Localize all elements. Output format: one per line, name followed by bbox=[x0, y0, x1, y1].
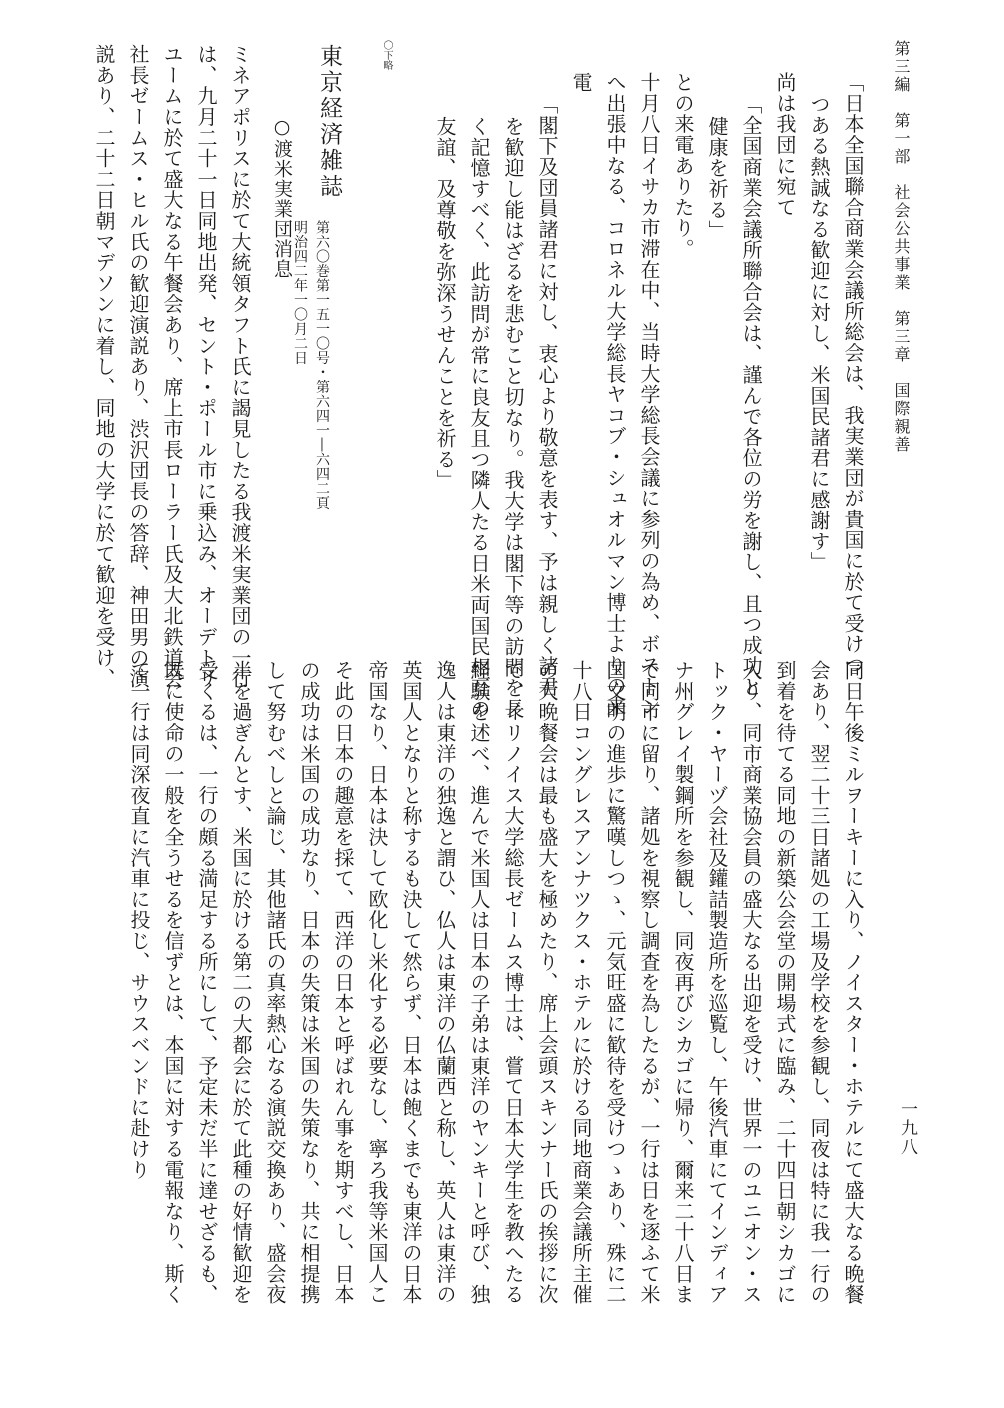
text-column: へ出張中なる、コロネル大学総長ヤコブ・シュオルマン博士よりの来 bbox=[603, 72, 627, 717]
text-column: 「日本全国聯合商業会議所総会は、我実業団が貴国に於て受けつ bbox=[841, 72, 865, 676]
text-column: て一行は同深夜直に汽車に投じ、サウスベンドに赴けり bbox=[127, 660, 151, 1180]
text-column: して努むべしと論じ、其他諸氏の真率熱心なる演説交換あり、盛会夜 bbox=[263, 660, 287, 1305]
text-column: を歓迎し能はざるを悲むこと切なり。我大学は閣下等の訪問を長 bbox=[501, 116, 525, 720]
text-column: 会あり、翌二十三日諸処の工場及学校を参観し、同夜は特に我一行の bbox=[807, 660, 831, 1305]
text-column: く記憶すべく、此訪問が常に良友且つ隣人たる日米両国民相互の bbox=[467, 116, 491, 720]
subheading: ○渡米実業団消息 bbox=[271, 116, 293, 279]
text-column: 帝国なり、日本は決して欧化し米化する必要なし、寧ろ我等米国人こ bbox=[365, 660, 389, 1305]
text-column: 十八日コングレスアンナツクス・ホテルに於ける同地商業会議所主催 bbox=[569, 660, 593, 1305]
text-column: 尚は我団に宛て bbox=[773, 72, 797, 218]
text-column: ナ州グレイ製鋼所を参観し、同夜再びシカゴに帰り、爾来二十八日ま bbox=[671, 660, 695, 1305]
text-column: そ此の日本の趣意を採て、西洋の日本と呼ばれん事を期すべし、日本 bbox=[331, 660, 355, 1305]
running-header: 第三編 第一部 社会公共事業 第三章 国際親善 bbox=[892, 40, 911, 454]
omission-note: 〇下略 bbox=[381, 40, 392, 70]
text-column: で、イリノイス大学総長ゼームス博士は、嘗て日本大学生を教へたる bbox=[501, 660, 525, 1305]
text-column: の成功は米国の成功なり、日本の失策は米国の失策なり、共に相提携 bbox=[297, 660, 321, 1305]
text-column: ミネアポリスに於て大統領タフト氏に謁見したる我渡米実業団の一行 bbox=[228, 44, 252, 689]
citation-date: 明治四二年一〇月二日 bbox=[292, 220, 308, 365]
text-column: 到着を待てる同地の新築公会堂の開場式に臨み、二十四日朝シカゴに bbox=[773, 660, 797, 1305]
text-column: 「全国商業会議所聯合会は、謹んで各位の労を謝し、且つ成功と bbox=[739, 94, 763, 698]
text-column: 友誼、及尊敬を弥深うせんことを祈る」 bbox=[433, 116, 457, 491]
text-column: 国文明の進歩に驚嘆しつゝ、元気旺盛に歓待を受けつゝあり、殊に二 bbox=[603, 660, 627, 1305]
text-column: 「閣下及団員諸君に対し、衷心より敬意を表す、予は親しく諸君 bbox=[535, 94, 559, 698]
text-column: 十月八日イサカ市滞在中、当時大学総長会議に参列の為め、ボストン bbox=[637, 72, 661, 717]
text-column: との来電ありたり。 bbox=[671, 72, 695, 260]
text-column: 受くるは、一行の頗る満足する所にして、予定未だ半に達せざるも、 bbox=[195, 660, 219, 1305]
text-column: は、九月二十一日同地出発、セント・ポール市に乗込み、オーデトリ bbox=[194, 44, 218, 689]
text-column: 説あり、二十二日朝マデソンに着し、同地の大学に於て歓迎を受け、 bbox=[92, 44, 116, 689]
text-column: 半を過ぎんとす、米国に於ける第二の大都会に於て此種の好情歓迎を bbox=[229, 660, 253, 1305]
text-column: ユームに於て盛大なる午餐会あり、席上市長ローラー氏及大北鉄道会 bbox=[160, 44, 184, 689]
text-column: 電 bbox=[569, 72, 593, 93]
text-column: 英国人となりと称するも決して然らず、日本は飽くまでも東洋の日本 bbox=[399, 660, 423, 1305]
text-column: 入り、同市商業協会員の盛大なる出迎を受け、世界一のユニオン・ス bbox=[739, 660, 763, 1305]
text-column: 健康を祈る」 bbox=[705, 116, 729, 241]
text-column: トック・ヤーヅ会社及鑵詰製造所を巡覧し、午後汽車にてインディア bbox=[705, 660, 729, 1305]
text-column: で同市に留り、諸処を視察し調査を為したるが、一行は日を逐ふて米 bbox=[637, 660, 661, 1305]
text-column: 既に使命の一般を全うせるを信ずとは、本国に対する電報なり、斯く bbox=[161, 660, 185, 1305]
text-column: 逸人は東洋の独逸と謂ひ、仏人は東洋の仏蘭西と称し、英人は東洋の bbox=[433, 660, 457, 1305]
page-number: 一九八 bbox=[897, 1100, 917, 1157]
text-column: 経験を述べ、進んで米国人は日本の子弟は東洋のヤンキーと呼び、独 bbox=[467, 660, 491, 1305]
citation-line: 第六〇巻第一五一〇号・第六四一―六四二頁 bbox=[314, 220, 330, 510]
section-title: 東京経済雑誌 bbox=[316, 44, 342, 200]
text-column: 同日午後ミルヲーキーに入り、ノイスター・ホテルにて盛大なる晩餐 bbox=[841, 660, 865, 1305]
text-column: 社長ゼームス・ヒル氏の歓迎演説あり、渋沢団長の答辞、神田男の演 bbox=[126, 44, 150, 689]
text-column: つある熱誠なる歓迎に対し、米国民諸君に感謝す」 bbox=[807, 94, 831, 573]
text-column: の大晩餐会は最も盛大を極めたり、席上会頭スキンナー氏の挨拶に次 bbox=[535, 660, 559, 1305]
